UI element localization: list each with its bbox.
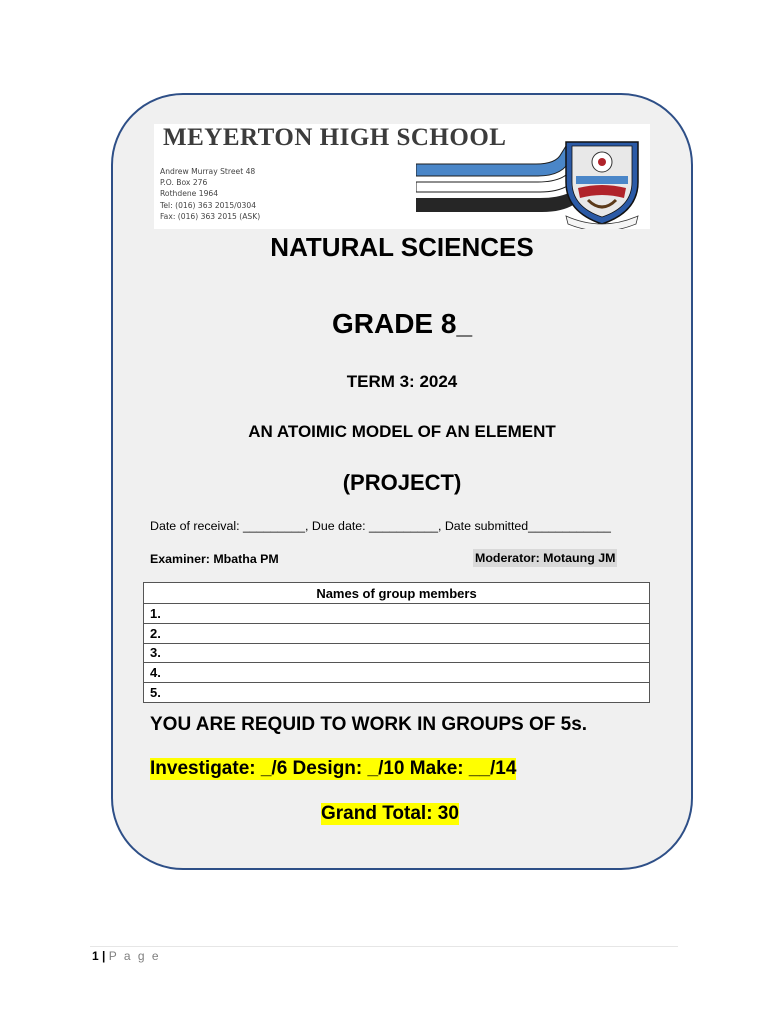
member-slot-4[interactable]: 4. — [144, 663, 650, 683]
page-footer — [92, 949, 161, 963]
member-slot-5[interactable]: 5. — [144, 683, 650, 703]
school-name: MEYERTON HIGH SCHOOL — [163, 124, 507, 151]
address-line: P.O. Box 276 — [160, 178, 208, 188]
group-requirement: YOU ARE REQUID TO WORK IN GROUPS OF 5s. — [150, 714, 588, 735]
member-slot-2[interactable]: 2. — [144, 623, 650, 643]
dates-line: Date of receival: _________, Due date: __________, Date submitted____________ — [150, 519, 611, 533]
footer-separator: | — [102, 949, 106, 963]
group-members-table — [143, 582, 650, 703]
address-line: Fax: (016) 363 2015 (ASK) — [160, 211, 261, 221]
examiner-name: Examiner: Mbatha PM — [150, 552, 279, 566]
school-letterhead — [154, 124, 650, 229]
footer-divider — [90, 946, 678, 947]
table-header-row — [144, 583, 650, 604]
project-title: AN ATOIMIC MODEL OF AN ELEMENT — [248, 422, 556, 441]
page-number: 1 — [92, 949, 99, 963]
project-label: (PROJECT) — [342, 470, 462, 495]
address-line: Rothdene 1964 — [160, 189, 219, 199]
moderator-name: Moderator: Motaung JM — [475, 551, 616, 565]
table-header: Names of group members — [144, 583, 650, 604]
grand-total: Grand Total: 30 — [321, 803, 459, 824]
subject-title: NATURAL SCIENCES — [270, 232, 534, 262]
table-row — [144, 604, 650, 624]
table-row — [144, 643, 650, 663]
address-line: Tel: (016) 363 2015/0304 — [160, 200, 257, 210]
table-row — [144, 683, 650, 703]
member-slot-3[interactable]: 3. — [144, 643, 650, 663]
table-row — [144, 623, 650, 643]
marks-breakdown: Investigate: _/6 Design: _/10 Make: __/14 — [150, 758, 517, 779]
grade-title: GRADE 8_ — [331, 308, 473, 339]
member-slot-1[interactable]: 1. — [144, 604, 650, 624]
school-crest-logo — [416, 124, 650, 229]
page-word: P a g e — [108, 949, 161, 963]
school-address — [160, 166, 260, 222]
address-line: Andrew Murray Street 48 — [160, 167, 256, 176]
table-row — [144, 663, 650, 683]
term-label: TERM 3: 2024 — [346, 372, 458, 391]
